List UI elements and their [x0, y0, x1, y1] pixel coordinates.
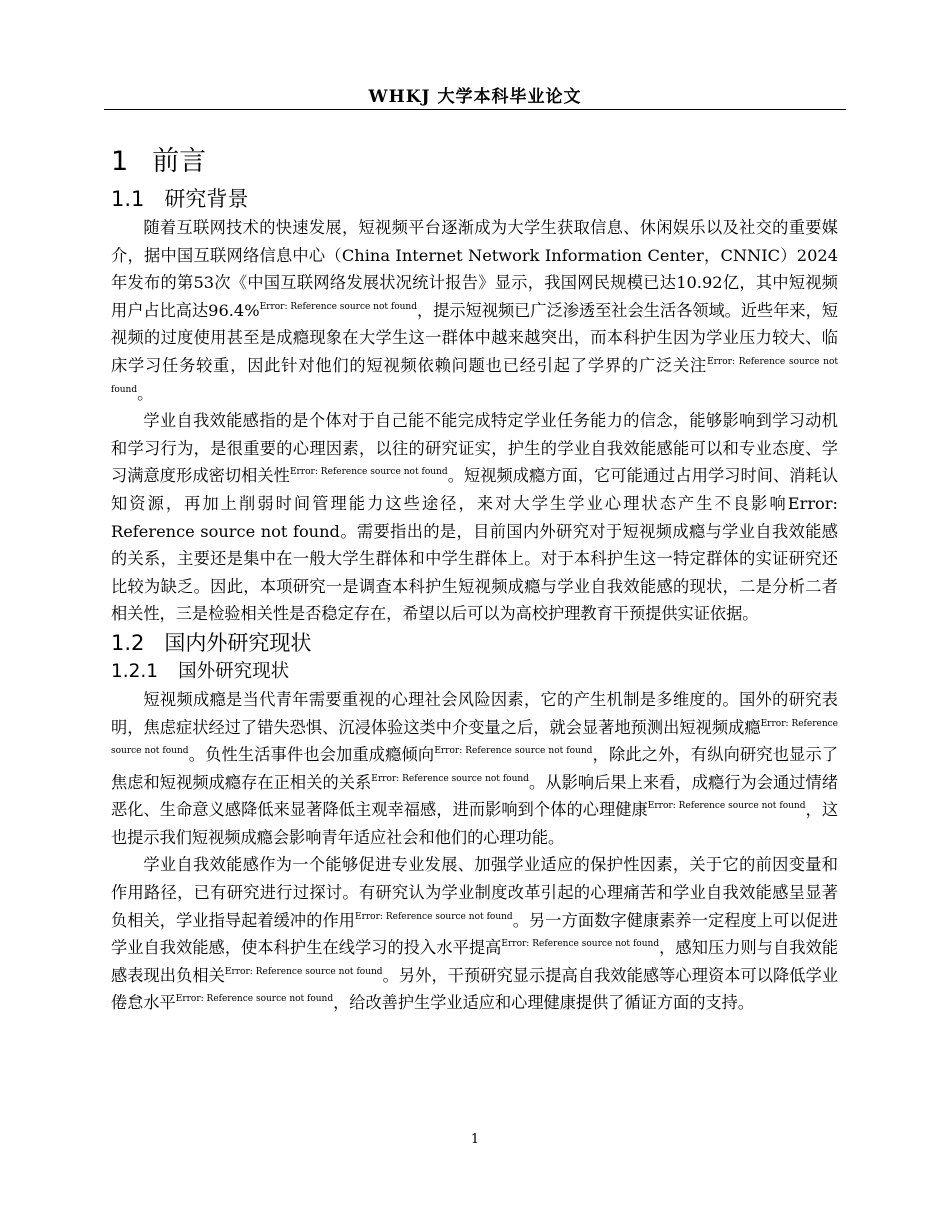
paragraph-text: 。负性生活事件也会加重成瘾倾向	[188, 745, 435, 765]
reference-error: Error: Reference source not found	[175, 994, 334, 1005]
chapter-heading	[111, 140, 838, 184]
section-title: 国内外研究现状	[164, 630, 312, 655]
paragraph-text: ，给改善护生学业适应和心理健康提供了循证方面的支持。	[333, 993, 754, 1013]
paragraph-text: 随着互联网技术的快速发展，短视频平台逐渐成为大学生获取信息、休闲娱乐以及社交的重要媒介，据中国互联网络信息中心（China Internet Network Information Center，CNNIC）2024年发布的第53次《中国互联网络发展状况统计报告》显示，我国网民规模已达10.92亿，其中短视频用户占比高达96.4%	[111, 218, 838, 320]
chapter-number: 1	[111, 146, 129, 177]
paragraph-text: 。短视频成瘾方面，它可能通过占用学习时间、消耗认知资源，再加上削弱时间管理能力这些途径，来对大学生学业心理状态产生不良影响Error: Reference source not found。需要指出的是，目前国内外研究对于短视频成瘾与学业自我效能感的关系，主要还是集中在一般大学生群体和中学生群体上。对于本科护生这一特定群体的实证研究还比较为缺乏。因此，本项研究一是调查本科护生短视频成瘾与学业自我效能感的现状，二是分析二者相关性，三是检验相关性是否稳定存在，希望以后可以为高校护理教育干预提供实证依据。	[111, 466, 839, 624]
subsection-heading-1-2-1	[111, 658, 838, 686]
reference-error: Error: Reference source not found	[371, 773, 529, 784]
subsection-number: 1.2.1	[111, 660, 159, 682]
paragraph-foreign-2	[111, 851, 838, 1017]
paragraph-text: 。从影响后果上来看，成瘾行为会通过情绪恶化、生命意义感降低来显著降低主观幸福感，进而影响到个体的心理健康	[111, 772, 839, 820]
page-body	[111, 140, 838, 1017]
reference-error: Error: Reference source not found	[647, 801, 806, 812]
paragraph-text: ，提示短视频已广泛渗透至社会生活各领域。近些年来，短视频的过度使用甚至是成瘾现象在大学生这一群体中越来越突出，而本科护生因为学业压力较大、临床学习任务较重，因此针对他们的短视频依赖问题也已经引起了学界的广泛关注	[111, 300, 839, 375]
paragraph-text: ，感知压力则与自我效能感表现出负相关	[111, 938, 839, 985]
header-rule	[104, 109, 846, 110]
paragraph-text: 学业自我效能感作为一个能够促进专业发展、加强学业适应的保护性因素，关于它的前因变量和作用路径，已有研究进行过探讨。有研究认为学业制度改革引起的心理痛苦和学业自我效能感呈显著负相关，学业指导起着缓冲的作用	[111, 855, 838, 930]
chapter-title: 前言	[152, 146, 207, 177]
reference-error: Error: Reference source not found	[111, 356, 838, 395]
reference-error: Error: Reference source not found	[289, 467, 448, 478]
paragraph-text: ，这也提示我们短视频成瘾会影响青年适应社会和他们的心理功能。	[111, 800, 839, 847]
section-number: 1.1	[111, 187, 145, 211]
subsection-title: 国外研究现状	[178, 660, 290, 682]
section-number: 1.2	[111, 630, 145, 655]
paragraph-text: 。另外，干预研究显示提高自我效能感等心理资本可以降低学业倦怠水平	[111, 965, 839, 1013]
page-number: 1	[470, 1132, 480, 1147]
paragraph-text: 。	[137, 383, 154, 403]
paragraph-text: 短视频成瘾是当代青年需要重视的心理社会风险因素，它的产生机制是多维度的。国外的研究表明，焦虑症状经过了错失恐惧、沉浸体验这类中介变量之后，就会显著地预测出短视频成瘾	[111, 689, 838, 737]
section-title: 研究背景	[164, 187, 249, 211]
paragraph-text: 。另一方面数字健康素养一定程度上可以促进学业自我效能感，使本科护生在线学习的投入水平提高	[111, 910, 839, 958]
reference-error: Error: Reference source not found	[434, 746, 593, 757]
reference-error: Error: Reference source not found	[501, 939, 660, 950]
paragraph-text: ，除此之外，有纵向研究也显示了焦虑和短视频成瘾存在正相关的关系	[111, 745, 839, 792]
section-heading-1-1	[111, 184, 838, 214]
paragraph-text: 学业自我效能感指的是个体对于自己能不能完成特定学业任务能力的信念，能够影响到学习动机和学习行为，是很重要的心理因素，以往的研究证实，护生的学业自我效能感能可以和专业态度、学习满意度形成密切相关性	[111, 411, 838, 486]
reference-error: Error: Reference source not found	[355, 911, 513, 922]
reference-error: Error: Reference source not found	[259, 301, 417, 312]
reference-error: Error: Reference source not found	[224, 966, 383, 977]
running-header: WHKJ 大学本科毕业论文	[368, 87, 582, 107]
reference-error: Error: Reference source not found	[111, 718, 839, 757]
paragraph-foreign-1	[111, 686, 838, 852]
paragraph-background-2	[111, 407, 838, 628]
section-heading-1-2	[111, 628, 838, 658]
paragraph-background-1	[111, 214, 838, 407]
